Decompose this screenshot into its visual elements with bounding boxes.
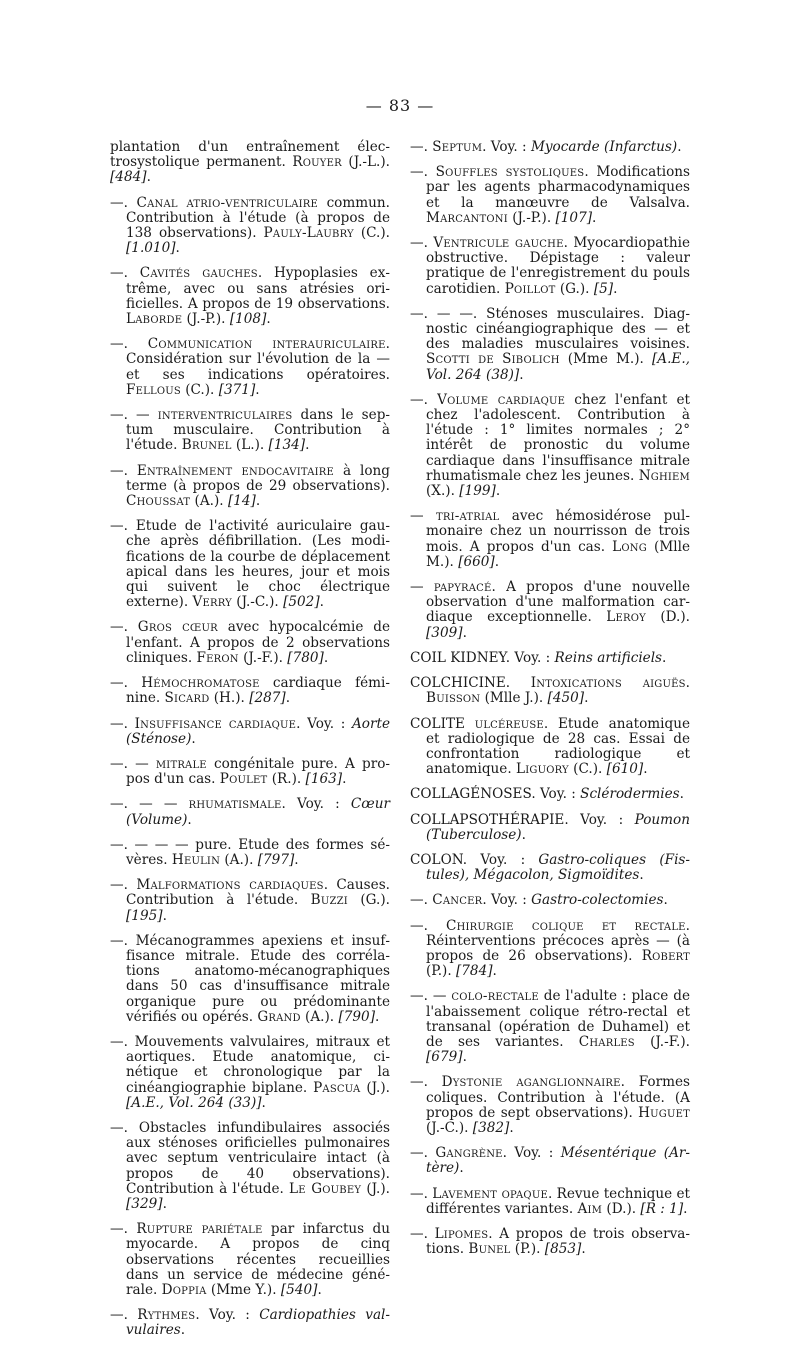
entry-italic-text: Cardiopathies valvulaires — [126, 1307, 390, 1339]
entry-text: . — [255, 381, 260, 398]
entry-text: —. — — [410, 988, 452, 1005]
entry-text: —. — — [110, 755, 156, 772]
entry-text: — — [410, 508, 436, 525]
index-entry — [110, 934, 390, 1025]
entry-text: —. — —. Sténoses musculaires. Diagnostic cinéangiographique des — et des maladies musculaires voisines. — [410, 305, 690, 353]
index-entry — [410, 1075, 690, 1136]
entry-smallcaps-text: Septum — [432, 139, 483, 155]
index-entry — [410, 1227, 690, 1257]
entry-smallcaps-text: interventriculaires — [157, 407, 293, 424]
entry-text: COLITE — [410, 715, 475, 732]
entry-smallcaps-text: Fellous — [126, 381, 181, 398]
entry-text: . — [663, 892, 668, 909]
entry-text: . — [261, 1094, 266, 1111]
entry-text: (A.). — [300, 1008, 339, 1025]
entry-text: . Voy. : — [482, 139, 531, 155]
entry-text: . Voy. : — [462, 851, 539, 868]
index-entry — [110, 337, 390, 398]
entry-text: . — [459, 1160, 464, 1177]
entry-smallcaps-text: Volume cardiaque — [437, 391, 566, 408]
entry-text: . — [677, 139, 682, 155]
entry-text: . Voy. : — [296, 715, 352, 732]
entry-text: —. — [410, 235, 434, 252]
entry-smallcaps-text: Grand — [257, 1008, 301, 1025]
entry-text: —. — [410, 139, 433, 155]
entry-italic-text: [195] — [126, 907, 163, 924]
entry-text: . Voy. : — [505, 649, 555, 666]
index-entry — [110, 676, 390, 706]
entry-italic-text: Myocarde (Infarctus) — [530, 139, 678, 155]
entry-smallcaps-text: Chirurgie colique et rectale — [445, 917, 686, 934]
entry-italic-text: [484] — [110, 169, 147, 186]
index-entry — [410, 1146, 690, 1176]
entry-text: (Mme Y.). — [206, 1282, 281, 1298]
entry-smallcaps-text: Marcantoni — [426, 209, 508, 226]
entry-smallcaps-text: Verry — [192, 594, 232, 611]
index-entry — [110, 797, 390, 827]
entry-smallcaps-text: Charles — [578, 1033, 635, 1050]
entry-smallcaps-text: Huguet — [638, 1104, 690, 1121]
entry-text: (J.). — [360, 1079, 390, 1096]
entry-smallcaps-text: Leroy — [606, 609, 646, 626]
index-entry — [110, 140, 390, 186]
entry-smallcaps-text: Robert — [641, 947, 690, 964]
entry-text: . Voy. : — [531, 786, 581, 803]
entry-text: —. Mécanogrammes apexiens et insuffisance mitrale. Etude des corrélations anatomo-mécanographiques dans 50 cas d'insuffisance mitrale organique pure ou prédominante vérifiés ou opérés. — [110, 932, 390, 1025]
entry-italic-text: [287] — [249, 690, 286, 707]
entry-smallcaps-text: mitrale — [155, 755, 207, 772]
entry-italic-text: Gastro-colectomies — [531, 892, 664, 909]
entry-text: —. — [110, 715, 135, 732]
index-entry — [110, 1308, 390, 1338]
entry-text: (C.). — [353, 225, 390, 242]
entry-text: . — [317, 1282, 322, 1298]
entry-italic-text: [1.010] — [126, 240, 176, 257]
entry-smallcaps-text: Buisson — [426, 690, 481, 707]
entry-smallcaps-text: Pascua — [313, 1079, 361, 1096]
entry-italic-text: Gastro-coliques (Fistules), Mégacolon, Sigmoïdites — [426, 851, 690, 884]
entry-text: . — [187, 811, 192, 828]
entry-text: COLCHICINE — [410, 675, 506, 692]
entry-text: (G.). — [555, 280, 594, 297]
entry-italic-text: [450] — [547, 690, 585, 707]
entry-text: —. — — — pure. Etude des formes sévères. — [110, 836, 390, 868]
entry-text: . — [180, 1322, 186, 1339]
index-entry — [410, 717, 690, 778]
entry-text: . — [643, 761, 648, 778]
entry-text: —. — [110, 194, 137, 211]
entry-text: de l'adulte : place de l'abaissement colique rétro-rectal et transanal (opération de Duhamel) et de ses variantes. — [426, 988, 690, 1050]
entry-italic-text: [134] — [268, 437, 306, 454]
entry-smallcaps-text: Gangrène — [435, 1145, 503, 1162]
entry-smallcaps-text: Buzzi — [310, 892, 348, 909]
entry-text: . — [342, 771, 347, 788]
entry-text: . Voy. : — [502, 1145, 561, 1162]
entry-italic-text: [853] — [544, 1241, 582, 1258]
entry-text: . — [255, 493, 261, 510]
entry-italic-text: Sclérodermies — [580, 786, 680, 803]
index-entry — [410, 509, 690, 570]
entry-text: (A.). — [220, 851, 258, 868]
entry-text: (J.-F.). — [634, 1033, 690, 1050]
entry-text: —. — — — [110, 796, 189, 813]
entry-smallcaps-text: Aim — [577, 1200, 603, 1217]
entry-text: —. — [410, 164, 436, 181]
entry-smallcaps-text: Liguory — [516, 761, 569, 778]
entry-smallcaps-text: Poillot — [504, 280, 556, 297]
entry-italic-text: [502] — [283, 594, 320, 611]
entry-smallcaps-text: Brunel — [181, 437, 232, 454]
entry-smallcaps-text: Cavités gauches — [139, 265, 258, 282]
index-entry — [110, 1222, 390, 1298]
index-entry — [410, 165, 690, 226]
entry-text: cardiaque féminine. — [126, 675, 390, 707]
entry-text: . Causes. Contribution à l'étude. — [126, 877, 390, 909]
index-entry — [110, 757, 390, 787]
entry-smallcaps-text: Ventricule gauche — [433, 235, 564, 252]
entry-text: (A.). — [190, 493, 228, 510]
entry-text: avec hypocalcémie de l'enfant. A propos de 2 observations cliniques. — [126, 619, 390, 666]
entry-smallcaps-text: Malformations cardiaques — [136, 877, 324, 894]
entry-italic-text: Reins artificiels — [554, 649, 663, 666]
entry-text: avec hémosidérose pulmonaire chez un nourrisson de trois mois. A propos d'un cas. — [426, 508, 690, 555]
index-entry — [110, 1121, 390, 1212]
entry-smallcaps-text: Laborde — [126, 311, 183, 328]
entry-text: . — [683, 1200, 688, 1217]
entry-smallcaps-text: Dystonie aganglionnaire — [441, 1074, 621, 1091]
entry-text: commun. Contribution à l'étude (à propos de 138 observations). — [126, 194, 390, 242]
entry-text: (Mlle M.). — [426, 538, 690, 570]
entry-smallcaps-text: colo-rectale — [451, 988, 539, 1005]
entry-text: —. — — [110, 407, 158, 424]
entry-text: COLLAGÉNOSES — [410, 786, 532, 803]
entry-text: —. — [410, 892, 433, 909]
index-entry — [410, 307, 690, 383]
entry-text: —. — [110, 336, 148, 353]
index-entry — [410, 580, 690, 641]
entry-text: . — [492, 963, 497, 980]
entry-italic-text: [199] — [459, 483, 496, 500]
entry-text: congénitale pure. A propos d'un cas. — [126, 755, 390, 788]
index-entry — [110, 464, 390, 510]
entry-text: . — [462, 1049, 467, 1066]
entry-text: . Voy. : — [482, 892, 532, 909]
index-entry — [110, 266, 390, 327]
index-entry — [410, 989, 690, 1065]
entry-text: . — [162, 907, 167, 924]
entry-text: (G.). — [347, 892, 390, 909]
entry-italic-text: [14] — [227, 493, 256, 510]
entry-text: . — [584, 690, 589, 707]
entry-italic-text: [780] — [287, 649, 324, 666]
entry-text: —. — [110, 619, 138, 636]
entry-text: . — [495, 483, 501, 500]
entry-smallcaps-text: Entraînement endocavitaire — [136, 462, 334, 479]
entry-text: (P.). — [426, 963, 456, 980]
index-entry — [110, 878, 390, 924]
entry-text: . — [592, 209, 597, 226]
index-entry — [110, 196, 390, 257]
entry-text: . — [685, 675, 690, 692]
index-entry — [410, 676, 690, 706]
entry-text: . Voy. : — [281, 796, 351, 813]
entry-italic-text: [540] — [280, 1282, 318, 1298]
entry-smallcaps-text: Lavement opaque — [432, 1185, 548, 1202]
entry-italic-text: [790] — [338, 1008, 376, 1025]
index-entry — [410, 853, 690, 883]
entry-text: . — [319, 594, 324, 611]
entry-smallcaps-text: rhumatismale — [188, 796, 282, 813]
left-column — [110, 140, 390, 1349]
index-entry — [410, 919, 690, 980]
entry-italic-text: [A.E., Vol. 264 (38)] — [426, 351, 690, 383]
entry-text: . — [266, 311, 271, 328]
entry-text: (P.). — [510, 1241, 545, 1258]
entry-text: . Considération sur l'évolution de la — et ses indications opératoires. — [126, 336, 390, 383]
entry-smallcaps-text: Feron — [196, 649, 239, 666]
entry-italic-text: [371] — [218, 381, 256, 398]
page-number: — 83 — — [365, 96, 435, 115]
entry-text: . — [494, 553, 500, 570]
entry-smallcaps-text: Le Goubey — [289, 1180, 362, 1197]
entry-text: —. — [410, 391, 438, 408]
entry-text: COLON — [410, 851, 463, 868]
index-entry — [410, 236, 690, 297]
entry-smallcaps-text: Intoxications aiguës — [530, 675, 686, 692]
index-entry — [410, 787, 690, 802]
right-column — [410, 140, 690, 1267]
entry-text: (J.). — [361, 1180, 391, 1197]
entry-text: . Modifications par les agents pharmacodynamiques et la manœuvre de Valsalva. — [426, 164, 690, 211]
entry-text: (D.). — [645, 609, 690, 626]
entry-text: —. — [110, 265, 140, 282]
entry-text: par infarctus du myocarde. A propos de cinq observations récentes recueillies dans un service de médecine générale. — [126, 1221, 390, 1298]
entry-text: COLLAPSOTHÉRAPIE — [410, 811, 565, 828]
entry-italic-text: [797] — [257, 851, 295, 868]
entry-text: . Réinterventions précoces après — (à propos de 26 observations). — [426, 917, 690, 964]
entry-text: . — [679, 786, 684, 803]
index-entry — [110, 519, 390, 610]
entry-text: . — [191, 730, 196, 747]
entry-smallcaps-text: Canal atrio-ventriculaire — [136, 194, 319, 211]
entry-italic-text: [309] — [426, 624, 463, 641]
entry-text: à long terme (à propos de 29 observations). — [126, 462, 390, 494]
entry-text: (Mlle J.). — [480, 690, 548, 707]
entry-smallcaps-text: Lipomes — [434, 1225, 489, 1242]
entry-text: (J.-L.). — [341, 154, 390, 171]
index-entry — [110, 717, 390, 747]
entry-smallcaps-text: Scotti de Sibolich — [426, 351, 560, 368]
entry-text: plantation d'un entraînement électrosystolique permanent. — [110, 139, 390, 171]
entry-text: (J.-C.). — [426, 1119, 473, 1136]
entry-smallcaps-text: tri-atrial — [435, 508, 500, 525]
entry-smallcaps-text: Poulet — [219, 771, 268, 788]
entry-text: . — [305, 437, 310, 454]
entry-italic-text: [660] — [458, 553, 495, 570]
entry-text: (Mme M.). — [559, 351, 652, 368]
entry-text: . — [613, 280, 618, 297]
entry-italic-text: Poumon (Tuberculose) — [426, 811, 690, 843]
entry-italic-text: [382] — [472, 1119, 510, 1136]
entry-text: —. — [110, 1221, 137, 1238]
entry-text: (R.). — [267, 771, 306, 788]
entry-italic-text: Mésentérique (Artère) — [426, 1145, 690, 1177]
entry-italic-text: [610] — [606, 761, 644, 778]
entry-text: (X.). — [426, 483, 460, 500]
entry-text: . — [509, 1119, 514, 1136]
index-entry — [110, 408, 390, 454]
entry-italic-text: [329] — [126, 1195, 163, 1212]
entry-text: (D.). — [602, 1200, 641, 1217]
entry-smallcaps-text: Insuffisance cardiaque — [134, 715, 297, 732]
index-entry — [410, 140, 690, 155]
entry-smallcaps-text: Heulin — [171, 851, 221, 868]
entry-text: —. — [110, 877, 137, 894]
entry-italic-text: [163] — [305, 771, 343, 788]
entry-text: —. — [410, 1185, 433, 1202]
entry-text: . — [285, 690, 291, 707]
entry-text: COIL KIDNEY — [410, 649, 506, 666]
entry-text: . Voy. : — [564, 811, 635, 828]
index-entry — [110, 1035, 390, 1111]
entry-smallcaps-text: Bunel — [468, 1241, 511, 1258]
index-entry — [410, 1187, 690, 1217]
entry-smallcaps-text: Choussat — [126, 493, 191, 510]
index-entry — [110, 620, 390, 666]
entry-text: (C.). — [180, 381, 219, 398]
entry-text: (C.). — [568, 761, 607, 778]
entry-smallcaps-text: Souffles systoliques — [435, 164, 585, 181]
index-entry — [410, 393, 690, 499]
entry-text: —. — [410, 917, 446, 934]
entry-text: . Formes coliques. Contribution à l'étude. (A propos de sept observations). — [426, 1074, 690, 1121]
entry-text: . — [519, 366, 524, 383]
entry-text: . — [662, 649, 667, 666]
entry-text: —. — [110, 1307, 138, 1324]
entry-text: . Etude anatomique et radiologique de 28 cas. Essai de confrontation radiologique et anatomique. — [426, 715, 690, 778]
entry-text: (J.-P.). — [182, 311, 230, 328]
entry-text: — — [410, 579, 434, 596]
entry-text: (H.). — [209, 690, 250, 707]
entry-smallcaps-text: papyracé — [433, 579, 492, 596]
entry-italic-text: Aorte (Sténose) — [126, 715, 390, 747]
entry-smallcaps-text: Rythmes — [137, 1307, 196, 1324]
entry-italic-text: [R : 1] — [640, 1200, 684, 1217]
entry-text: —. Obstacles infundibulaires associés aux sténoses orificielles pulmonaires avec septum ventriculaire intact (à propos de 40 observations). Contribution à l'étude. — [110, 1119, 390, 1197]
entry-italic-text: [5] — [593, 280, 614, 297]
entry-text: . Voy. : — [195, 1307, 260, 1324]
entry-text: . — [581, 1241, 586, 1258]
entry-text: . Myocardiopathie obstructive. Dépistage : valeur pratique de l'enregistrement du pouls carotidien. — [426, 235, 690, 297]
entry-text: —. — [110, 675, 142, 692]
entry-text: . — [294, 851, 299, 868]
entry-text: —. — [410, 1145, 436, 1162]
entry-italic-text: [108] — [229, 311, 267, 328]
entry-text: . A propos de trois observations. — [426, 1225, 690, 1258]
entry-smallcaps-text: Cancer — [432, 892, 483, 909]
entry-text: —. Mouvements valvulaires, mitraux et aortiques. Etude anatomique, cinétique et chronologique par la cinéangiographie biplane. — [110, 1033, 390, 1096]
entry-italic-text: Cœur (Volume) — [126, 796, 390, 828]
entry-smallcaps-text: Sicard — [164, 690, 210, 707]
entry-text: . — [162, 1195, 167, 1212]
entry-italic-text: [784] — [455, 963, 493, 980]
entry-smallcaps-text: Gros cœur — [137, 619, 218, 636]
entry-smallcaps-text: ulcéreuse — [474, 715, 544, 732]
entry-smallcaps-text: Hémochromatose — [141, 675, 260, 692]
entry-text: . — [521, 826, 526, 843]
entry-text: . Revue technique et différentes variantes. — [426, 1185, 690, 1217]
entry-text: (J.-F.). — [238, 649, 288, 666]
entry-text: —. — [410, 1225, 435, 1242]
entry-text: . Hypoplasies extrême, avec ou sans atrésies orificielles. A propos de 19 observations. — [126, 265, 390, 312]
entry-text: . — [639, 867, 644, 884]
entry-text: . A propos d'une nouvelle observation d'une malformation cardiaque exceptionnelle. — [426, 579, 690, 626]
entry-italic-text: [A.E., Vol. 264 (33)] — [126, 1094, 262, 1111]
entry-text: (J.-P.). — [507, 209, 556, 226]
entry-text: . — [462, 624, 467, 641]
entry-text: —. — [410, 1074, 442, 1091]
entry-smallcaps-text: Doppia — [161, 1282, 207, 1298]
entry-italic-text: [679] — [426, 1049, 463, 1066]
index-entry — [410, 651, 690, 666]
entry-smallcaps-text: Rupture pariétale — [136, 1221, 263, 1238]
index-entry — [410, 813, 690, 843]
index-entry — [110, 838, 390, 868]
entry-text: . — [175, 240, 180, 257]
entry-text: . — [505, 675, 531, 692]
entry-smallcaps-text: Nghiem — [638, 467, 690, 484]
entry-smallcaps-text: Long — [612, 538, 647, 555]
entry-text: (L.). — [231, 437, 269, 454]
entry-smallcaps-text: Communication interauriculaire — [147, 336, 386, 353]
entry-text: dans le septum musculaire. Contribution à l'étude. — [126, 407, 390, 454]
entry-text: . — [323, 649, 329, 666]
index-entry — [410, 893, 690, 908]
entry-text: . — [146, 169, 151, 186]
entry-text: . — [375, 1008, 380, 1025]
entry-text: chez l'enfant et chez l'adolescent. Contribution à l'étude : 1° limites normales ; 2° intérêt de pronostic du volume cardiaque dans l'insuffisance mitrale rhumatismale chez les jeunes. — [426, 391, 690, 484]
entry-italic-text: [107] — [555, 209, 593, 226]
entry-text: (J.-C.). — [231, 594, 284, 611]
entry-smallcaps-text: Rouyer — [292, 154, 342, 171]
entry-text: —. Etude de l'activité auriculaire gauche après défibrillation. (Les modifications de la courbe de déplacement apical dans les heures, jour et mois qui suivent le choc électrique externe). — [110, 518, 390, 611]
entry-smallcaps-text: Pauly-Laubry — [263, 225, 354, 242]
entry-text: —. — [110, 462, 137, 479]
